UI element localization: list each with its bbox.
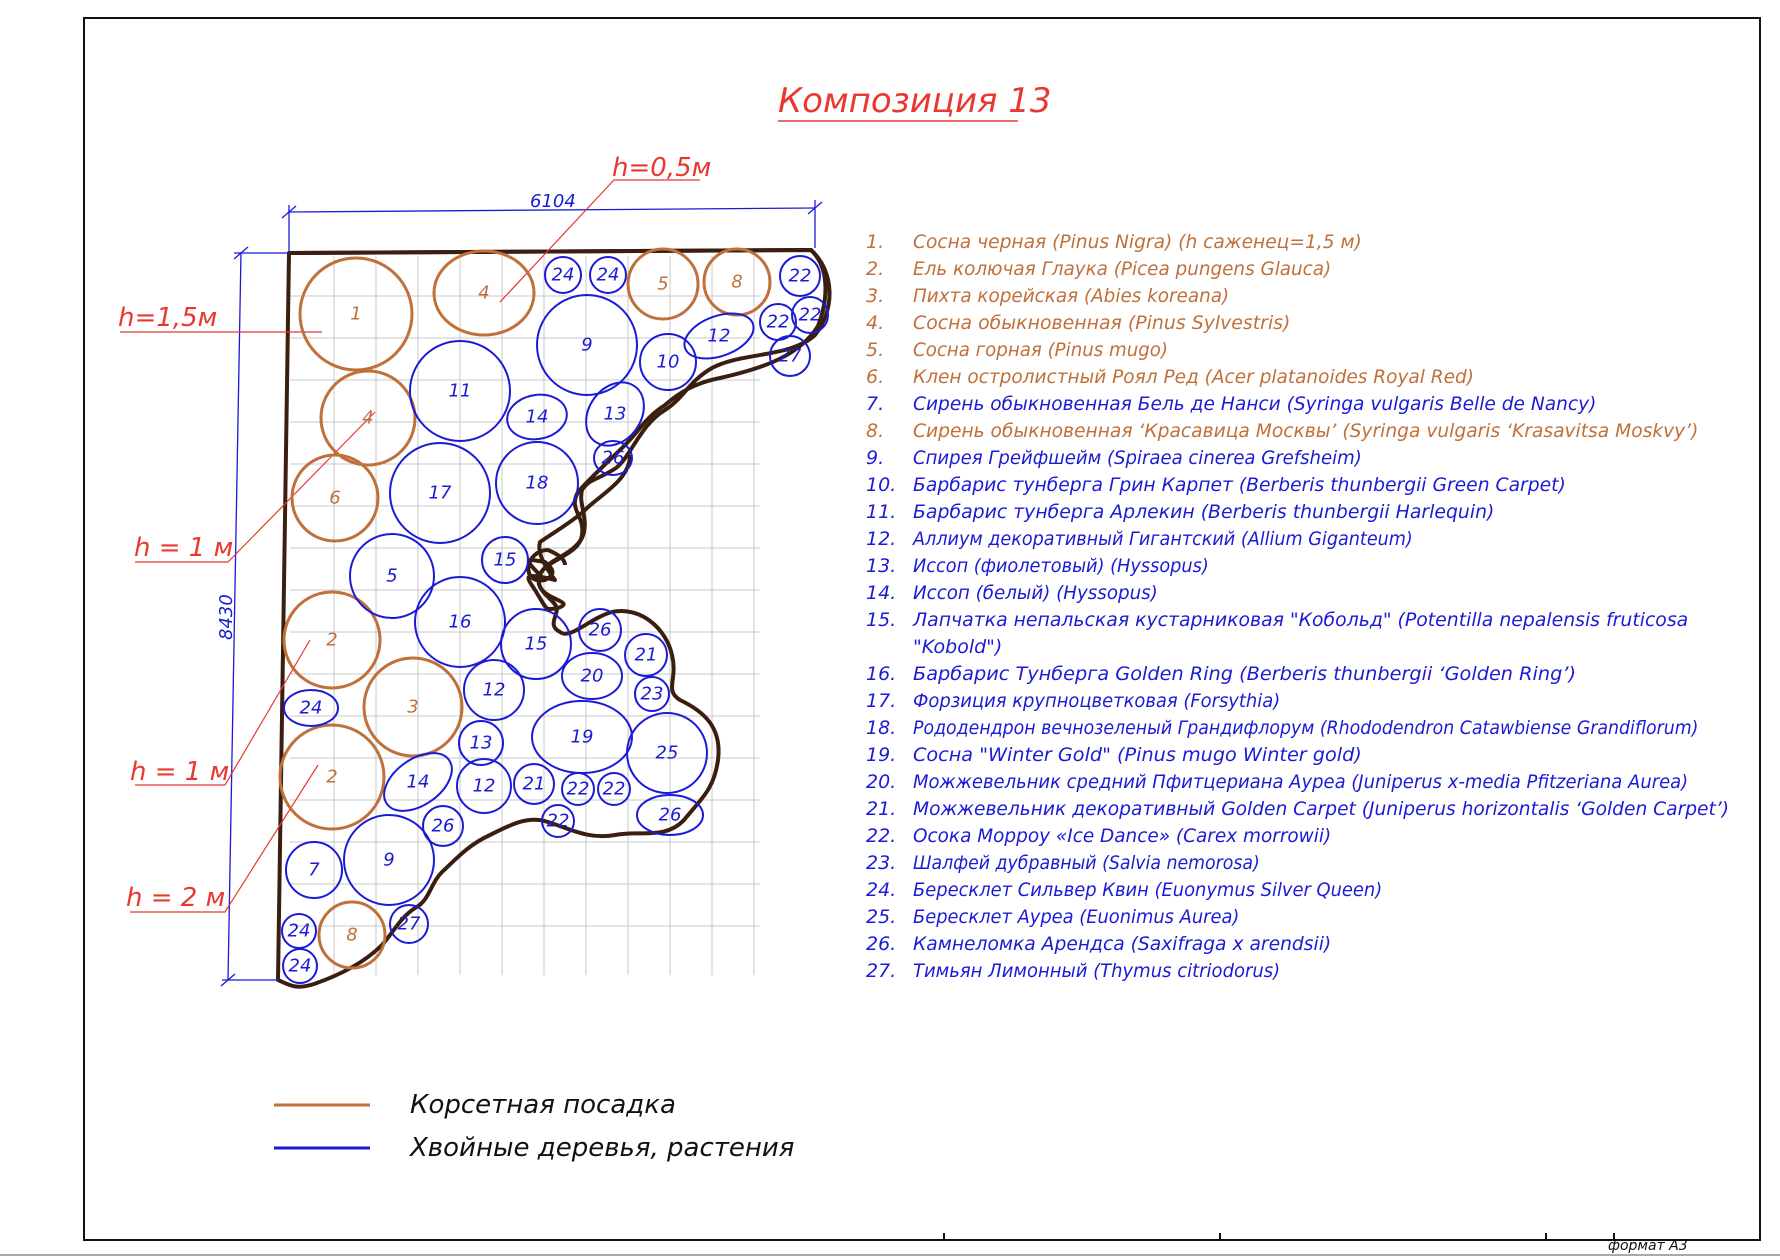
plant-symbol-number: 1 [350, 303, 362, 325]
plant-symbol-number: 8 [731, 271, 743, 293]
plant-symbol-number: 17 [428, 482, 452, 504]
callout-h-1-5: h=1,5м [118, 303, 218, 333]
plant-symbol-number: 9 [581, 334, 593, 356]
callout-h-0-5: h=0,5м [612, 153, 712, 183]
plant-symbol-number: 26 [431, 815, 455, 837]
legend-item-text: Осока Морроу «Ice Dance» (Carex morrowii) [913, 825, 1332, 847]
plant-symbol-number: 18 [525, 472, 549, 494]
legend-item-text: Иссоп (белый) (Hyssopus) [913, 582, 1158, 604]
plant-symbol-number: 26 [588, 619, 612, 641]
legend-item-text: Барбарис Тунберга Golden Ring (Berberis thunbergii ‘Golden Ring’) [913, 663, 1576, 685]
plant-symbol-number: 24 [287, 920, 311, 942]
legend-item-number: 21. [866, 798, 897, 820]
legend-item-text: Барбарис тунберга Грин Карпет (Berberis thunbergii Green Carpet) [913, 474, 1566, 496]
callout-h-2: h = 2 м [126, 883, 226, 913]
plant-symbol-number: 26 [601, 447, 625, 469]
plant-symbol-number: 22 [602, 778, 626, 800]
legend-item-number: 10. [866, 474, 897, 496]
key-conifer-label: Хвойные деревья, растения [410, 1133, 795, 1163]
plant-symbol-number: 22 [766, 311, 790, 333]
legend-item-number: 9. [866, 447, 885, 469]
plant-symbol-number: 2 [326, 629, 338, 651]
plant-symbol-number: 26 [658, 804, 682, 826]
legend-item-text: Бересклет Сильвер Квин (Euonymus Silver Queen) [913, 879, 1383, 901]
legend-item-text: Лапчатка непальская кустарниковая "Кобольд" (Potentilla nepalensis fruticosa [912, 609, 1689, 631]
legend-item-number: 11. [866, 501, 897, 523]
legend-item-number: 22. [866, 825, 897, 847]
plant-symbol-number: 9 [383, 849, 395, 871]
legend-item-text: Можжевельник декоративный Golden Carpet (Juniperus horizontalis ‘Golden Carpet’) [913, 798, 1729, 820]
legend-item-text: Барбарис тунберга Арлекин (Berberis thunbergii Harlequin) [913, 501, 1495, 523]
plant-symbol-number: 22 [798, 304, 822, 326]
plant-symbol-number: 14 [406, 771, 430, 793]
format-label: формат А3 [1608, 1238, 1688, 1254]
legend-item-number: 14. [866, 582, 897, 604]
legend-item-number: 4. [866, 312, 885, 334]
legend-item-number: 25. [866, 906, 897, 928]
legend-item-number: 12. [866, 528, 897, 550]
legend-item-number: 20. [866, 771, 897, 793]
legend-item-text: Сирень обыкновенная Бель де Нанси (Syringa vulgaris Belle de Nancy) [913, 393, 1597, 415]
legend-item-text: Сосна "Winter Gold" (Pinus mugo Winter gold) [913, 744, 1362, 766]
legend-item-number: 7. [866, 393, 885, 415]
plant-symbol-number: 12 [707, 325, 731, 347]
legend-item-text: Сосна черная (Pinus Nigra) (h саженец=1,5 м) [913, 231, 1362, 253]
legend-item-number: 5. [866, 339, 885, 361]
legend-item-number: 18. [866, 717, 897, 739]
legend-item-text: Спирея Грейфшейм (Spiraea cinerea Grefsheim) [913, 447, 1362, 469]
legend-item-text: Иссоп (фиолетовый) (Hyssopus) [913, 555, 1209, 577]
plant-symbol-number: 4 [362, 407, 374, 429]
key-corset-label: Корсетная посадка [410, 1090, 676, 1120]
legend-item-number: 13. [866, 555, 897, 577]
plant-symbol-number: 5 [386, 565, 398, 587]
legend-item-text: Ель колючая Глаука (Picea pungens Glauca) [913, 258, 1332, 280]
plant-symbol-number: 24 [596, 264, 620, 286]
plant-symbol-number: 20 [580, 665, 604, 687]
legend-item-number: 17. [866, 690, 897, 712]
plant-symbol-number: 27 [397, 913, 421, 935]
plant-symbol-number: 3 [407, 696, 419, 718]
legend-item-number: 23. [866, 852, 897, 874]
plant-symbol-number: 19 [570, 726, 594, 748]
legend-item-number: 19. [866, 744, 897, 766]
height-dimension-label: 8430 [216, 594, 237, 640]
legend-item-number: 8. [866, 420, 885, 442]
legend-item-text: Камнеломка Арендса (Saxifraga x arendsii) [913, 933, 1332, 955]
legend-item-number: 27. [866, 960, 897, 982]
plant-symbol-number: 8 [346, 924, 358, 946]
callout-h-1-b: h = 1 м [130, 757, 230, 787]
plant-symbol-number: 14 [525, 406, 549, 428]
legend-item-text: Пихта корейская (Abies koreana) [913, 285, 1230, 307]
plan-boundary [278, 250, 830, 987]
plant-symbol-number: 5 [657, 273, 669, 295]
plant-symbol-number: 4 [478, 282, 490, 304]
legend-item-number: 2. [866, 258, 885, 280]
plant-symbol-number: 23 [640, 683, 664, 705]
legend-item-text: Клен остролистный Роял Ред (Acer platanoides Royal Red) [913, 366, 1474, 388]
legend-item-text: Бересклет Аурea (Euonimus Aurea) [913, 906, 1240, 928]
plant-symbol-number: 12 [482, 679, 506, 701]
plant-symbol-number: 7 [308, 859, 320, 881]
legend-item-number: 6. [866, 366, 885, 388]
legend-item-number: 26. [866, 933, 897, 955]
plant-symbol-number: 24 [299, 697, 323, 719]
plant-symbol-number: 13 [603, 403, 627, 425]
legend-item-number: 24. [866, 879, 897, 901]
plant-symbol-number: 15 [524, 633, 548, 655]
legend-item-text: Тимьян Лимонный (Thymus citriodorus) [913, 960, 1281, 982]
page-title: Композиция 13 [778, 81, 1052, 121]
plan-grid [287, 256, 760, 975]
legend-item-number: 1. [866, 231, 885, 253]
legend-item-text: Шалфей дубравный (Salvia nemorosa) [913, 852, 1260, 874]
plant-symbol-number: 12 [472, 775, 496, 797]
plant-symbol-number: 11 [448, 380, 472, 402]
plant-symbol-number: 2 [326, 766, 338, 788]
legend-item-text: Можжевельник средний Пфитцериана Аурea (Juniperus x-media Pfitzeriana Aurea) [913, 771, 1689, 793]
legend-item-number: 15. [866, 609, 897, 631]
plant-symbol-number: 21 [522, 773, 546, 795]
plant-symbol-number: 15 [493, 549, 517, 571]
legend-item-text: Сосна обыкновенная (Pinus Sylvestris) [913, 312, 1291, 334]
plant-symbol-number: 22 [546, 810, 570, 832]
legend-item-text: Форзиция крупноцветковая (Forsythia) [913, 690, 1281, 712]
plant-legend [866, 231, 1729, 982]
plant-symbol-number: 22 [566, 778, 590, 800]
legend-item-text: Рододендрон вечнозеленый Грандифлорум (Rhododendron Catawbiense Grandiflorum) [913, 717, 1699, 739]
legend-item-text-continued: "Kobold") [913, 636, 1003, 658]
plant-symbol-number: 13 [469, 732, 493, 754]
legend-item-text: Сирень обыкновенная ‘Красавица Москвы’ (Syringa vulgaris ‘Krasavitsa Moskvy’) [913, 420, 1699, 442]
legend-item-text: Аллиум декоративный Гигантский (Allium Giganteum) [911, 528, 1413, 550]
width-dimension-label: 6104 [530, 191, 576, 212]
legend-item-number: 16. [866, 663, 897, 685]
callout-h-1-a: h = 1 м [134, 533, 234, 563]
plant-symbol-number: 6 [329, 487, 341, 509]
plant-symbol-number: 21 [634, 644, 658, 666]
frame-ticks [944, 1233, 1614, 1240]
legend-item-number: 3. [866, 285, 885, 307]
plant-symbol-number: 25 [655, 742, 679, 764]
legend-item-text: Сосна горная (Pinus mugo) [913, 339, 1168, 361]
plant-symbol-number: 24 [551, 264, 575, 286]
plant-symbol-number: 27 [778, 345, 802, 367]
plant-symbol-number: 16 [448, 611, 472, 633]
plant-symbol-number: 10 [656, 351, 680, 373]
plant-symbol-number: 22 [788, 265, 812, 287]
plant-symbol-number: 24 [288, 955, 312, 977]
